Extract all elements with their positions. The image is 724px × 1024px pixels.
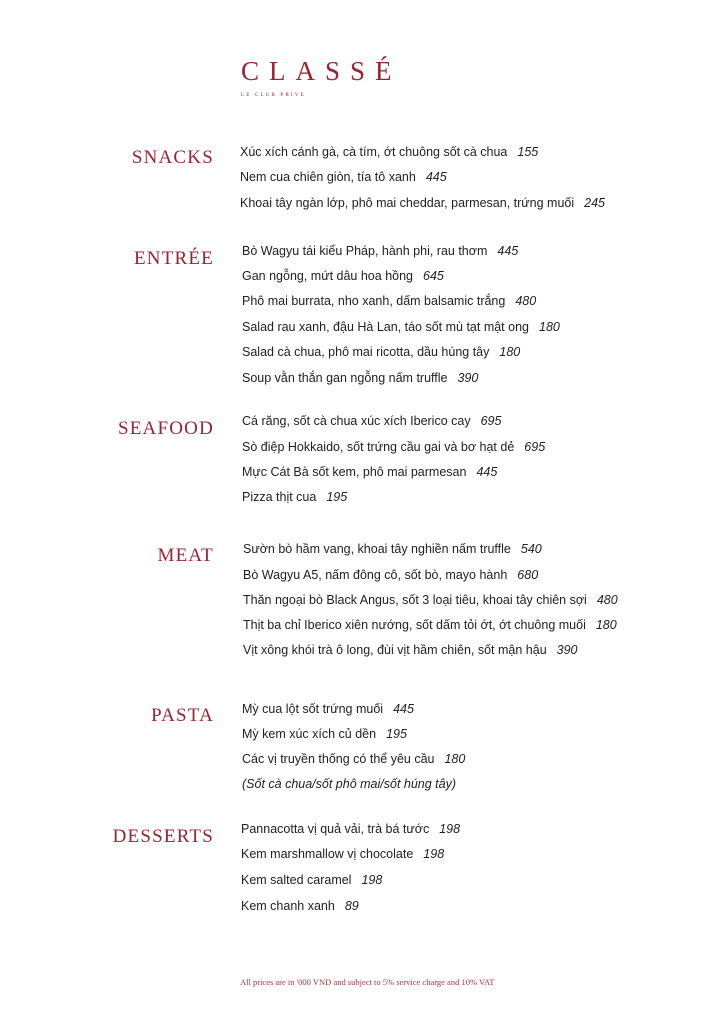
menu-item: Kem salted caramel 198: [241, 873, 383, 887]
menu-item: Kem chanh xanh 89: [241, 899, 359, 913]
section-title-snacks: SNACKS: [131, 147, 214, 168]
menu-item: Các vị truyền thống có thể yêu cầu 180: [242, 752, 466, 766]
menu-item: Gan ngỗng, mứt dâu hoa hồng 645: [242, 269, 444, 283]
section-title-entree: ENTRÉE: [133, 248, 214, 269]
brand-logo: [241, 58, 402, 98]
menu-item: Vịt xông khói trà ô long, đùi vịt hầm chiên, sốt mận hậu 390: [243, 643, 578, 657]
section-title-meat: MEAT: [157, 545, 214, 566]
menu-item: Bò Wagyu A5, nấm đông cô, sốt bò, mayo hành 680: [243, 568, 539, 582]
menu-item: Mỳ kem xúc xích củ dền 195: [242, 727, 407, 741]
menu-item: Mỳ cua lột sốt trứng muối 445: [242, 702, 414, 716]
pasta-sauce-note: (Sốt cà chua/sốt phô mai/sốt húng tây): [242, 777, 457, 791]
menu-item: Thịt ba chỉ Iberico xiên nướng, sốt dấm tỏi ớt, ớt chuông muối 180: [243, 618, 617, 632]
menu-item: Pannacotta vị quả vải, trà bá tước 198: [241, 822, 461, 836]
menu-item: Thăn ngoại bò Black Angus, sốt 3 loại tiêu, khoai tây chiên sợi 480: [243, 593, 618, 607]
menu-item: Salad rau xanh, đậu Hà Lan, táo sốt mù tạt mật ong 180: [242, 320, 560, 334]
menu-item: Salad cà chua, phô mai ricotta, dầu húng tây 180: [242, 345, 521, 359]
menu-item: Pizza thịt cua 195: [242, 490, 348, 504]
menu-item: Phô mai burrata, nho xanh, dấm balsamic trắng 480: [242, 294, 537, 308]
menu-item: Kem marshmallow vị chocolate 198: [241, 847, 445, 861]
menu-item: Bò Wagyu tái kiểu Pháp, hành phi, rau thơm 445: [242, 244, 519, 258]
menu-item: Xúc xích cánh gà, cà tím, ớt chuông sốt cà chua 155: [240, 145, 539, 159]
menu-item: Nem cua chiên giòn, tía tô xanh 445: [240, 170, 447, 184]
menu-item: Cá răng, sốt cà chua xúc xích Iberico cay 695: [242, 414, 502, 428]
brand-title: CLASSÉ: [241, 56, 402, 86]
price-disclaimer: All prices are in '000 VND and subject to 5% service charge and 10% VAT: [240, 977, 495, 987]
menu-item: Khoai tây ngàn lớp, phô mai cheddar, parmesan, trứng muối 245: [240, 196, 605, 210]
menu-item: Sườn bò hầm vang, khoai tây nghiền nấm truffle 540: [243, 542, 542, 556]
brand-subtitle: LE CLUB PRIVE: [241, 93, 306, 98]
menu-item: Soup vằn thắn gan ngỗng nấm truffle 390: [242, 371, 479, 385]
section-title-desserts: DESSERTS: [112, 826, 214, 847]
section-title-pasta: PASTA: [151, 705, 214, 726]
menu-item: Sò điệp Hokkaido, sốt trứng cầu gai và bơ hạt dẻ 695: [242, 440, 546, 454]
menu-item: Mực Cát Bà sốt kem, phô mai parmesan 445: [242, 465, 498, 479]
section-title-seafood: SEAFOOD: [117, 418, 214, 439]
